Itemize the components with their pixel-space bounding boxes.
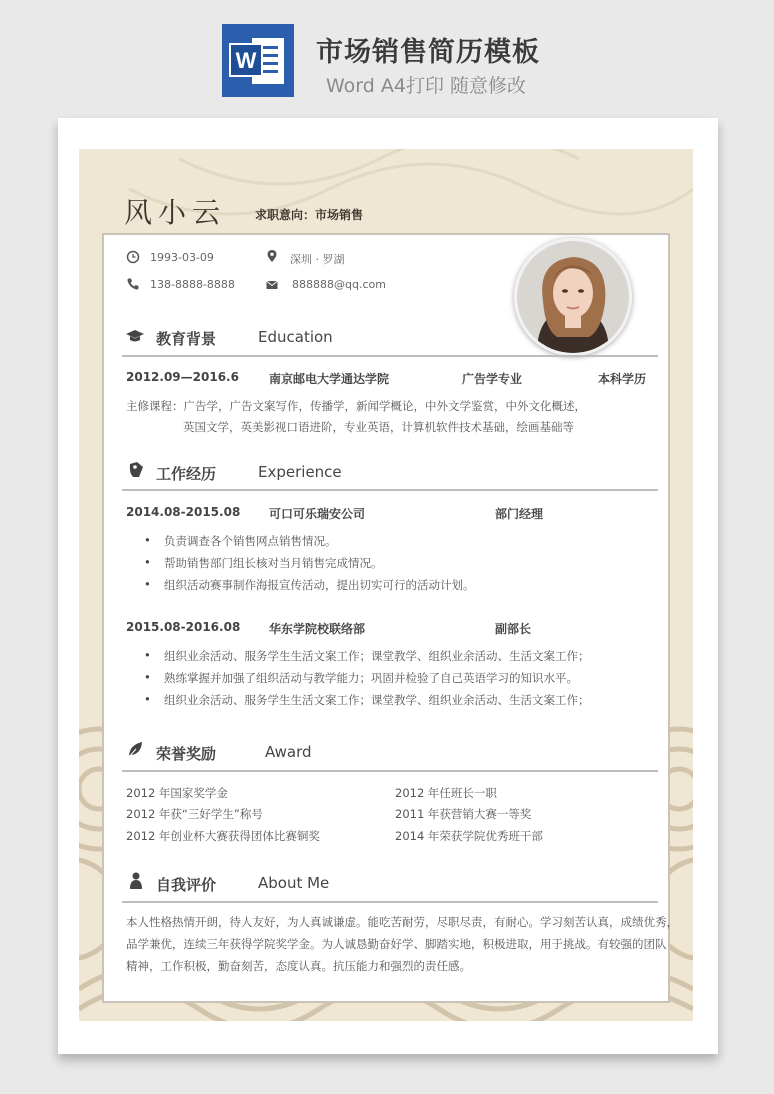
briefcase-icon (127, 461, 147, 479)
section-divider (122, 901, 658, 903)
award-item: 2012 年国家奖学金 (126, 786, 228, 800)
job-duty-item: • 熟练掌握并加强了组织活动与教学能力；巩固并检验了自己英语学习的知识水平。 (164, 670, 578, 686)
education-school: 南京邮电大学通达学院 (269, 372, 390, 386)
job-role: 部门经理 (495, 507, 544, 521)
awards-title: 荣誉奖励 (156, 745, 217, 763)
avatar (514, 238, 632, 356)
award-item: 2012 年创业杯大赛获得团体比赛铜奖 (126, 829, 320, 843)
location-pin-icon (265, 249, 279, 263)
award-item: 2012 年任班长一职 (395, 786, 497, 800)
job-duty-item: • 负责调查各个销售网点销售情况。 (164, 533, 337, 549)
awards-title-en: Award (265, 743, 312, 761)
job-intent: 求职意向：市场销售 (255, 208, 364, 222)
education-title: 教育背景 (156, 330, 217, 348)
education-period: 2012.09—2016.6 (126, 370, 239, 384)
leaf-icon (127, 741, 143, 759)
education-degree: 本科学历 (598, 372, 647, 386)
mail-icon (265, 278, 279, 292)
about-line: 精神，工作积极，勤奋刻苦，态度认真。抗压能力和强烈的责任感。 (126, 959, 471, 973)
job-duty-item: • 组织业余活动、服务学生生活文案工作；课堂教学、组织业余活动、生活文案工作； (164, 692, 590, 708)
award-item: 2011 年获营销大赛一等奖 (395, 807, 532, 821)
job-duty-item: • 组织业余活动、服务学生生活文案工作；课堂教学、组织业余活动、生活文案工作； (164, 648, 590, 664)
page-title: 市场销售简历模板 (316, 37, 540, 68)
award-item: 2012 年获“三好学生”称号 (126, 807, 263, 821)
education-title-en: Education (258, 328, 333, 346)
job-company: 可口可乐瑞安公司 (269, 507, 366, 521)
page-subtitle: Word A4打印 随意修改 (326, 75, 527, 97)
person-icon (128, 872, 144, 890)
word-icon (222, 24, 294, 97)
job-duty-item: • 帮助销售部门组长核对当月销售完成情况。 (164, 555, 383, 571)
experience-title: 工作经历 (156, 465, 217, 483)
about-line: 品学兼优，连续三年获得学院奖学金。为人诚恳勤奋好学、脚踏实地，积极进取，用于挑战。有较强的团队 (126, 937, 667, 951)
courses-line: 主修课程：广告学，广告文案写作，传播学，新闻学概论，中外文学鉴赏，中外文化概述， (126, 399, 586, 413)
email: 888888@qq.com (292, 278, 386, 291)
job-period: 2014.08-2015.08 (126, 505, 241, 519)
job-company: 华东学院校联络部 (269, 622, 366, 636)
location: 深圳 · 罗湖 (290, 253, 345, 266)
clock-icon (126, 250, 140, 264)
about-line: 本人性格热情开朗，待人友好，为人真诚谦虚。能吃苦耐劳，尽职尽责，有耐心。学习刻苦认真，成绩优秀， (126, 915, 678, 929)
education-major: 广告学专业 (462, 372, 523, 386)
about-title: 自我评价 (156, 876, 217, 894)
phone-icon (126, 277, 140, 291)
candidate-name: 风小云 (124, 196, 227, 229)
experience-title-en: Experience (258, 463, 342, 481)
section-divider (122, 770, 658, 772)
phone-number: 138-8888-8888 (150, 278, 235, 291)
graduation-cap-icon (125, 328, 145, 344)
section-divider (122, 489, 658, 491)
section-divider (122, 355, 658, 357)
courses-line: 英国文学，英美影视口语进阶，专业英语，计算机软件技术基础，绘画基础等 (183, 420, 574, 434)
job-period: 2015.08-2016.08 (126, 620, 241, 634)
job-duty-item: • 组织活动赛事制作海报宣传活动，提出切实可行的活动计划。 (164, 577, 475, 593)
award-item: 2014 年荣获学院优秀班干部 (395, 829, 543, 843)
about-title-en: About Me (258, 874, 330, 892)
svg-text:W: W (235, 48, 257, 73)
birth-date: 1993-03-09 (150, 251, 214, 264)
job-role: 副部长 (495, 622, 532, 636)
